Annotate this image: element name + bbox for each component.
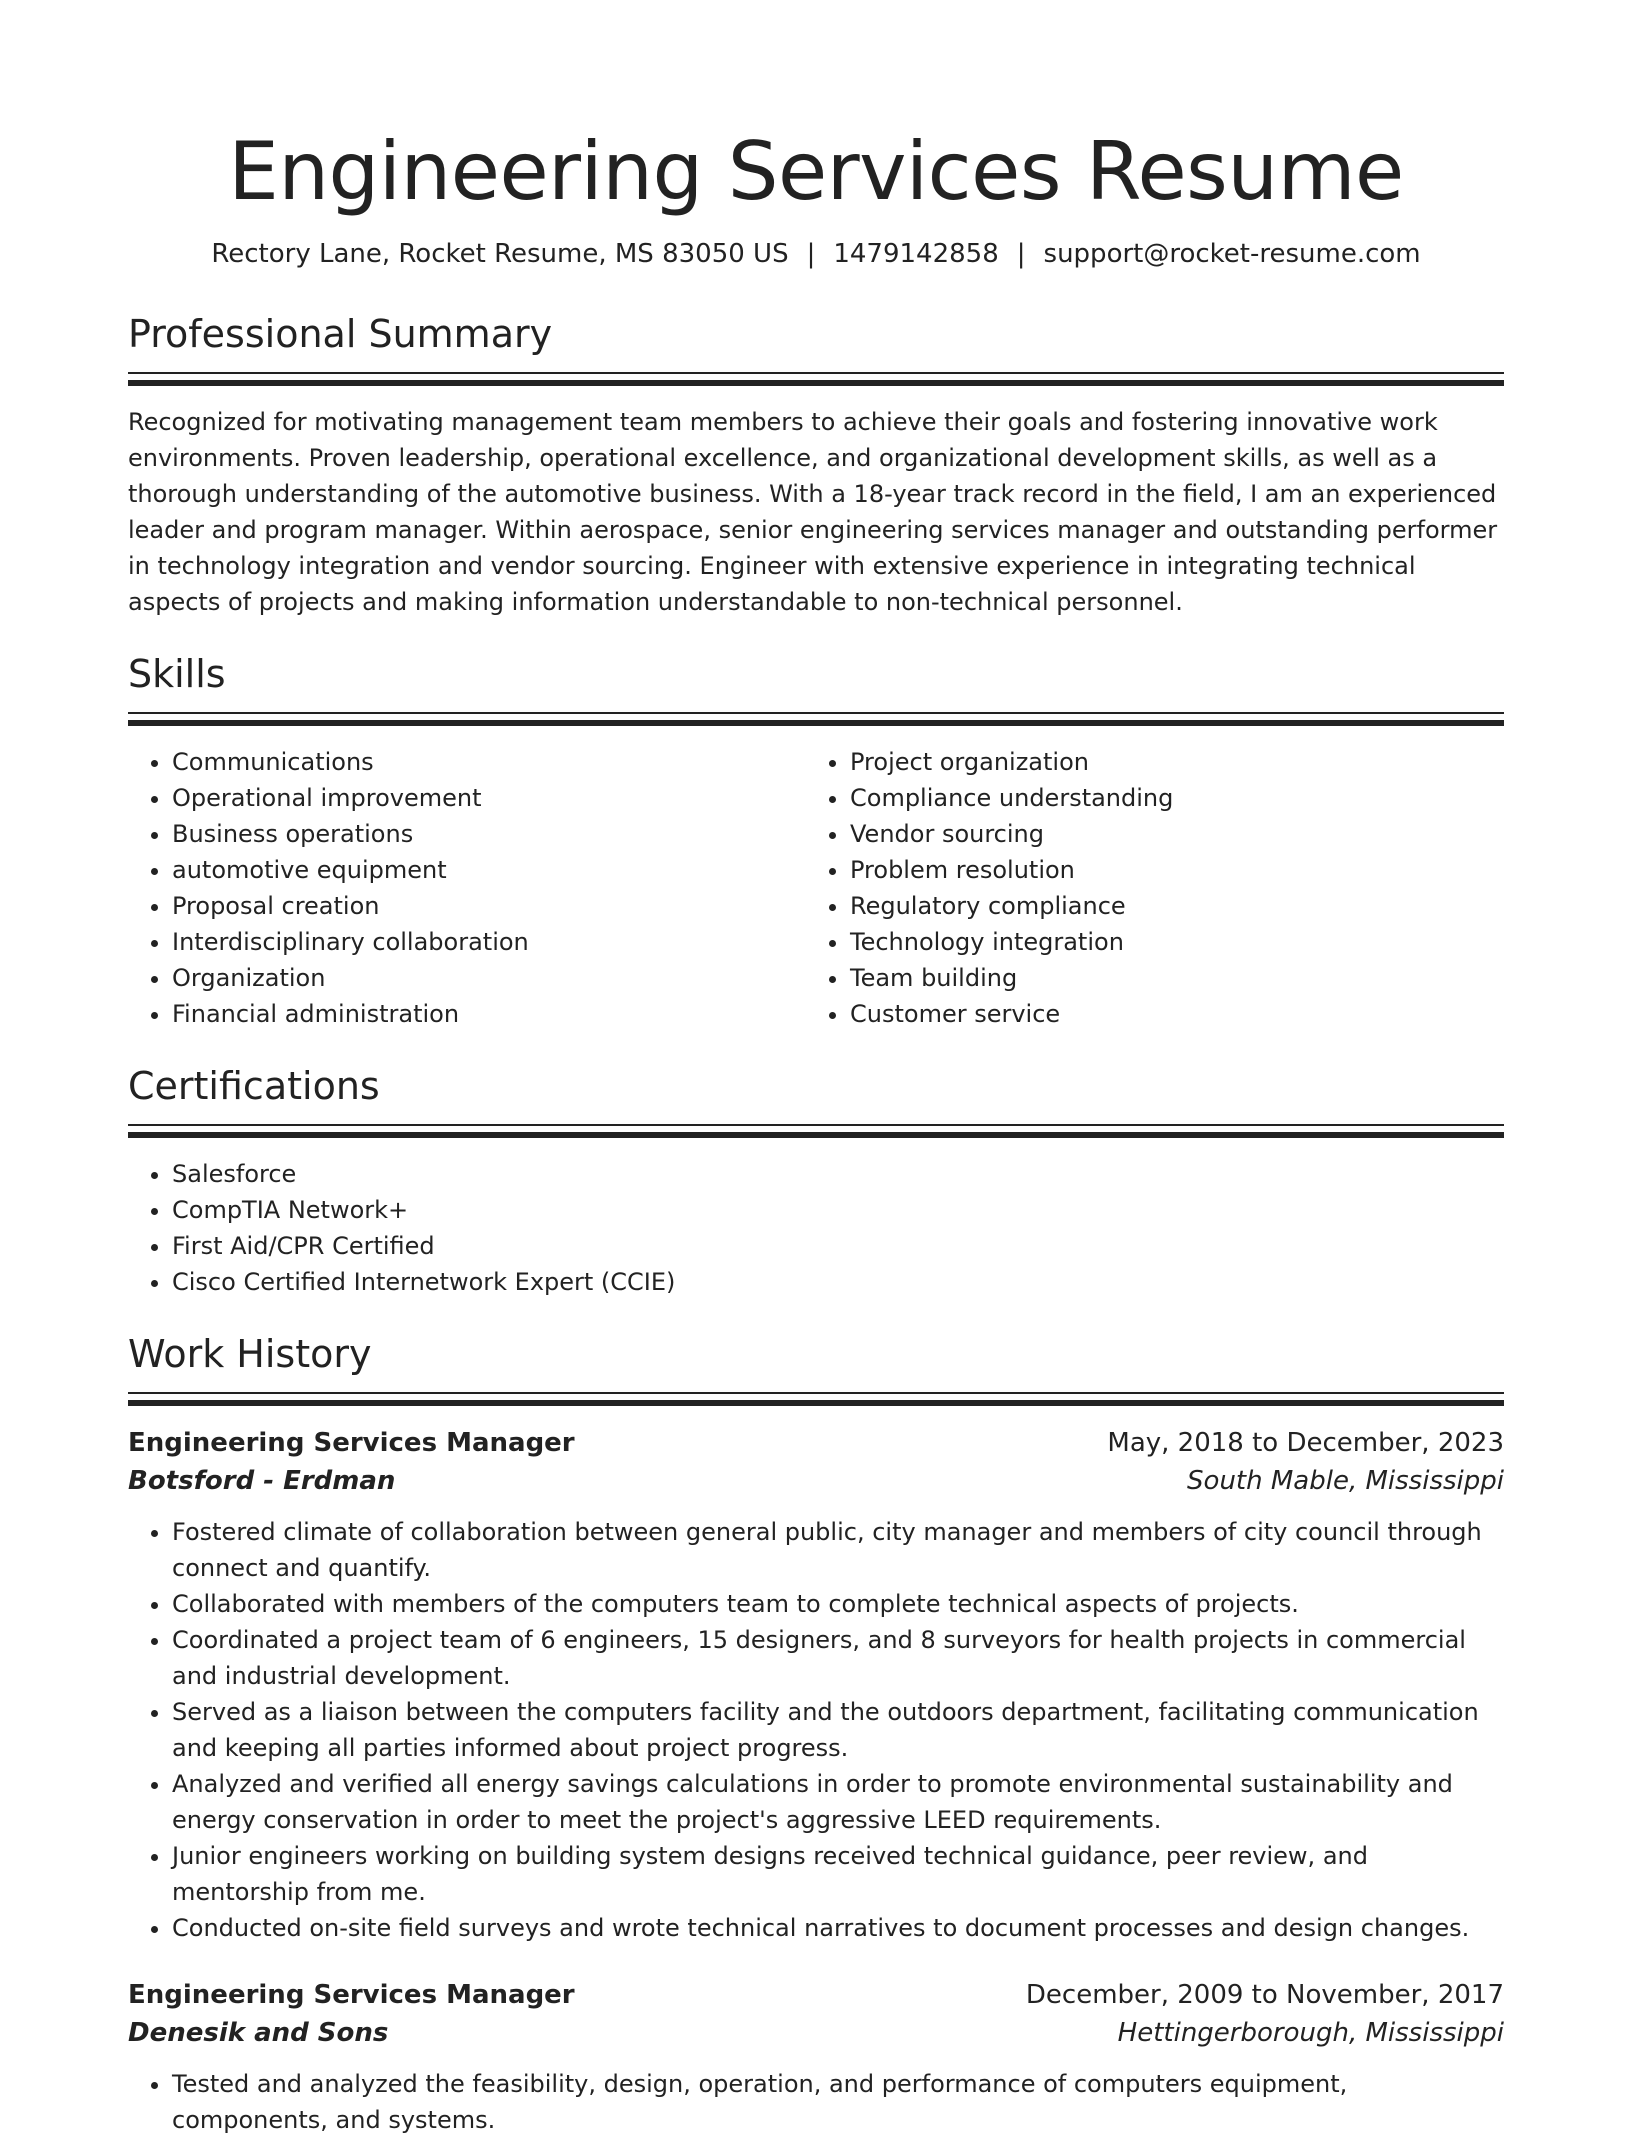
skill-item: • Interdisciplinary collaboration <box>172 924 806 960</box>
summary-section <box>128 310 1504 620</box>
job-dates: May, 2018 to December, 2023 <box>1107 1428 1504 1458</box>
section-rule <box>128 712 1504 714</box>
section-rule-thick <box>128 720 1504 726</box>
job-bullet: • Coordinated a project team of 6 engineers, 15 designers, and 8 surveyors for health projects in commercial and industrial development. <box>172 1622 1504 1694</box>
skills-grid <box>128 744 1504 1032</box>
skill-item: • Business operations <box>172 816 806 852</box>
job-header <box>128 1976 1504 2014</box>
section-rule <box>128 1392 1504 1394</box>
skills-heading: Skills <box>128 652 226 696</box>
contact-phone: 1479142858 <box>833 239 999 269</box>
job-title: Engineering Services Manager <box>128 1428 575 1458</box>
job-bullets <box>128 1514 1504 1946</box>
resume-page <box>128 0 1504 2138</box>
job-bullet: • Junior engineers working on building system designs received technical guidance, peer review, and mentorship from me. <box>172 1838 1504 1910</box>
certification-item: • Salesforce <box>172 1156 1504 1192</box>
summary-heading: Professional Summary <box>128 312 553 356</box>
job-dates: December, 2009 to November, 2017 <box>1025 1980 1504 2010</box>
skill-item: • Compliance understanding <box>850 780 1484 816</box>
certifications-list <box>128 1156 1504 1300</box>
job-bullets <box>128 2066 1504 2138</box>
skill-item: • Team building <box>850 960 1484 996</box>
skills-section <box>128 650 1504 1032</box>
job-entry <box>128 1424 1504 1946</box>
certification-item: • Cisco Certified Internetwork Expert (CCIE) <box>172 1264 1504 1300</box>
job-subheader <box>128 2014 1504 2052</box>
skills-list-right <box>806 744 1484 1032</box>
section-rule <box>128 1124 1504 1126</box>
skill-item: • Communications <box>172 744 806 780</box>
work-history-heading: Work History <box>128 1332 372 1376</box>
job-bullet: • Fostered climate of collaboration between general public, city manager and members of city council through connect and quantify. <box>172 1514 1504 1586</box>
job-location: South Mable, Mississippi <box>1187 1466 1504 1496</box>
skill-item: • Financial administration <box>172 996 806 1032</box>
contact-line <box>128 236 1504 272</box>
summary-text: Recognized for motivating management team members to achieve their goals and fostering innovative work environments. Proven leadership, operational excellence, and organizational development skills, as well as a thorough understanding of the automotive business. With a 18-year track record in the field, I am an experienced leader and program manager. Within aerospace, senior engineering services manager and outstanding performer in technology integration and vendor sourcing. Engineer with extensive experience in integrating technical aspects of projects and making information understandable to non-technical personnel. <box>128 408 1498 616</box>
job-bullet: • Analyzed and verified all energy savings calculations in order to promote environmental sustainability and energy conservation in order to meet the project's aggressive LEED requirements. <box>172 1766 1504 1838</box>
job-bullet: • Tested and analyzed the feasibility, design, operation, and performance of computers equipment, components, and systems. <box>172 2066 1504 2138</box>
job-bullet: • Collaborated with members of the computers team to complete technical aspects of projects. <box>172 1586 1504 1622</box>
section-rule-thick <box>128 1400 1504 1406</box>
job-bullet: • Served as a liaison between the computers facility and the outdoors department, facilitating communication and keeping all parties informed about project progress. <box>172 1694 1504 1766</box>
skill-item: • Problem resolution <box>850 852 1484 888</box>
job-entry <box>128 1976 1504 2138</box>
job-header <box>128 1424 1504 1462</box>
skill-item: • Operational improvement <box>172 780 806 816</box>
certification-item: • CompTIA Network+ <box>172 1192 1504 1228</box>
resume-title: Engineering Services Resume <box>228 125 1404 218</box>
section-rule-thick <box>128 380 1504 386</box>
skill-item: • Organization <box>172 960 806 996</box>
contact-separator: | <box>1016 239 1026 269</box>
section-rule-thick <box>128 1132 1504 1138</box>
job-subheader <box>128 1462 1504 1500</box>
skill-item: • Customer service <box>850 996 1484 1032</box>
skills-list-left <box>128 744 806 1032</box>
job-location: Hettingerborough, Mississippi <box>1117 2018 1504 2048</box>
work-history-section <box>128 1330 1504 2138</box>
skills-column-right <box>806 744 1484 1032</box>
job-company: Denesik and Sons <box>128 2018 389 2048</box>
contact-email: support@rocket-resume.com <box>1043 239 1421 269</box>
contact-address: Rectory Lane, Rocket Resume, MS 83050 US <box>211 239 789 269</box>
skills-column-left <box>128 744 806 1032</box>
job-title: Engineering Services Manager <box>128 1980 575 2010</box>
certifications-section <box>128 1062 1504 1300</box>
skill-item: • Vendor sourcing <box>850 816 1484 852</box>
job-bullet: • Conducted on-site field surveys and wrote technical narratives to document processes and design changes. <box>172 1910 1504 1946</box>
skill-item: • Regulatory compliance <box>850 888 1484 924</box>
skill-item: • Proposal creation <box>172 888 806 924</box>
job-company: Botsford - Erdman <box>128 1466 396 1496</box>
section-rule <box>128 372 1504 374</box>
certifications-heading: Certifications <box>128 1064 380 1108</box>
skill-item: • Project organization <box>850 744 1484 780</box>
skill-item: • Technology integration <box>850 924 1484 960</box>
skill-item: • automotive equipment <box>172 852 806 888</box>
contact-separator: | <box>806 239 816 269</box>
certification-item: • First Aid/CPR Certified <box>172 1228 1504 1264</box>
